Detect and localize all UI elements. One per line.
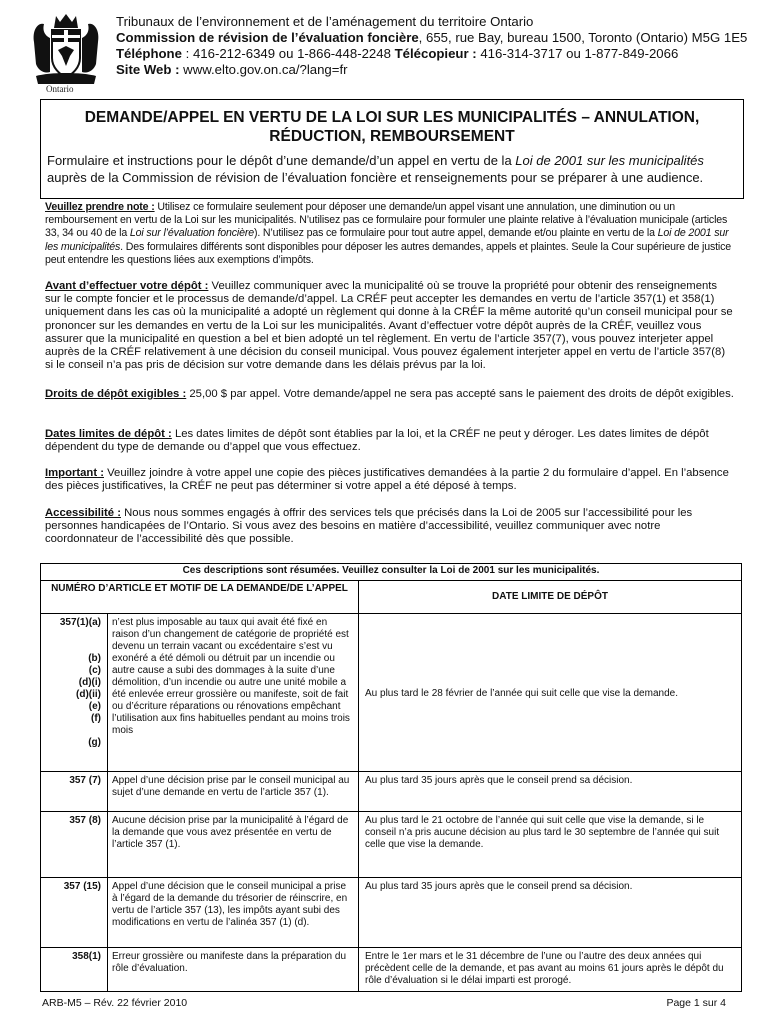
article-reason: Appel d’une décision prise par le conseil municipal au sujet d’une demande en vertu de l’article 357 (1). [108, 772, 359, 812]
page-number: Page 1 sur 4 [666, 997, 726, 1009]
article-number: 357 (15) [41, 878, 108, 948]
table-caption: Ces descriptions sont résumées. Veuillez consulter la Loi de 2001 sur les municipalités. [41, 564, 742, 581]
filing-deadline: Au plus tard le 28 février de l’année qui suit celle que vise la demande. [359, 614, 742, 772]
website: Site Web : www.elto.gov.on.ca/?lang=fr [116, 62, 348, 77]
filing-deadline: Au plus tard 35 jours après que le conseil prend sa décision. [359, 772, 742, 812]
contact-phones: Téléphone : 416-212-6349 ou 1-866-448-2248 Télécopieur : 416-314-3717 ou 1-877-849-2066 [116, 46, 679, 61]
article-number: 357 (7) [41, 772, 108, 812]
deadlines-paragraph: Dates limites de dépôt : Les dates limites de dépôt sont établies par la loi, et la CRÉF ne peut y déroger. Les dates limites de dépôt dépendent du type de demande ou d’appel que vous effectuez. [45, 428, 709, 454]
important-paragraph: Important : Veuillez joindre à votre appel une copie des pièces justificatives demandées à la partie 2 du formulaire d’appel. En l’absence des pièces justificatives, la CRÉF ne peut pas déterminer si votre appel a été déposé à temps. [45, 467, 729, 493]
table-row [41, 614, 742, 772]
before-filing-paragraph: Avant d’effectuer votre dépôt : Veuillez communiquer avec la municipalité où se trouve la propriété pour obtenir des renseignements sur le compte foncier et le processus de demande/d’appel. La CRÉF peut accepter les demandes en vertu de l’article 357(1) et 358(1) uniquement dans les cas où la municipalité a adopté un règlement qui donne à la CRÉF la même autorité qu’un conseil municipal pour se prononcer sur les demandes en vertu de la Loi sur les municipalités. Avant d’effectuer votre dépôt auprès de la CRÉF, veuillez vous assurer que la municipalité en question a bel et bien adopté un tel règlement. En vertu de l’article 357(7), vous pouvez interjeter appel auprès de la CRÉF relativement à une décision du conseil municipal. Vous pouvez également interjeter appel en vertu de l’article 357(8) si le conseil n’a pas pris de décision sur votre demande dans les délais prévus par la loi. [45, 280, 733, 372]
accessibility-paragraph: Accessibilité : Nous nous sommes engagés à offrir des services tels que précisés dans la Loi de 2005 sur l’accessibilité pour les personnes handicapées de l’Ontario. Si vous avez des besoins en matière d’accessibilité, veuillez communiquer avec notre coordonnateur de l’accessibilité dès que possible. [45, 507, 693, 546]
note-paragraph: Veuillez prendre note : Utilisez ce formulaire seulement pour déposer une demande/un appel visant une annulation, une diminution ou un remboursement en vertu de la Loi sur les municipalités. N’utilisez pas ce formulaire pour formuler une plainte relative à l’évaluation municipale (articles 33, 34 ou 40 de la Loi sur l’évaluation foncière). N’utilisez pas ce formulaire pour tout autre appel, demande et/ou plainte en vertu de la Loi de 2001 sur les municipalités. Des formulaires différents sont disponibles pour déposer les autres demandes, appels et plaintes. Seule la Cour supérieure de justice peut entendre les questions liées aux exemptions d’impôts. [45, 201, 732, 266]
table-row [41, 878, 742, 948]
filing-fee-paragraph: Droits de dépôt exigibles : 25,00 $ par appel. Votre demande/appel ne sera pas accepté sans le paiement des droits de dépôt exigibles. [45, 388, 734, 400]
article-reason: Appel d’une décision que le conseil municipal a prise à l’égard de la demande du trésorier de réinscrire, en vertu de l’article 357 (13), les impôts ayant subi des modifications en vertu de l’alinéa 357 (1) (d). [108, 878, 359, 948]
filing-deadline: Au plus tard le 21 octobre de l’année qui suit celle que vise la demande, si le conseil n’a pris aucune décision au plus tard le 30 septembre de l’année qui suit celle que vise la demande. [359, 812, 742, 878]
article-number: 357 (8) [41, 812, 108, 878]
tribunal-header [116, 14, 756, 78]
table-row [41, 812, 742, 878]
tribunal-name: Tribunaux de l’environnement et de l’aménagement du territoire Ontario [116, 14, 534, 29]
logo-wordmark: Ontario [46, 84, 74, 94]
table-row [41, 948, 742, 992]
form-revision: ARB-M5 – Rév. 22 février 2010 [42, 997, 188, 1009]
filing-deadline: Entre le 1er mars et le 31 décembre de l’une ou l’autre des deux années qui précèdent celle de la demande, et pas avant au moins 61 jours après le dépôt du rôle d’évaluation si le délai imparti est prorogé. [359, 948, 742, 992]
filing-deadline: Au plus tard 35 jours après que le conseil prend sa décision. [359, 878, 742, 948]
board-address: Commission de révision de l’évaluation foncière, 655, rue Bay, bureau 1500, Toronto (Ontario) M5G 1E5 [116, 30, 748, 45]
article-reason: Erreur grossière ou manifeste dans la préparation du rôle d’évaluation. [108, 948, 359, 992]
form-intro: Formulaire et instructions pour le dépôt d’une demande/d’un appel en vertu de la Loi de 2001 sur les municipalités auprès de la Commission de révision de l’évaluation foncière et renseignements pour se préparer à une audience. [47, 153, 704, 185]
article-number: 357(1)(a) (b) (c) (d)(i) (d)(ii) (e) (f) (g) [41, 614, 108, 772]
deadlines-table [40, 563, 742, 992]
table-header-article: NUMÉRO D’ARTICLE ET MOTIF DE LA DEMANDE/DE L’APPEL [41, 581, 359, 614]
article-reason: Aucune décision prise par la municipalité à l’égard de la demande que vous avez présentée en vertu de l’article 357 (1). [108, 812, 359, 878]
title-box [40, 99, 744, 199]
form-title: DEMANDE/APPEL EN VERTU DE LA LOI SUR LES MUNICIPALITÉS – ANNULATION, RÉDUCTION, REMBOURSEMENT [84, 109, 700, 145]
article-number: 358(1) [41, 948, 108, 992]
table-row [41, 772, 742, 812]
table-header-deadline: DATE LIMITE DE DÉPÔT [359, 581, 742, 614]
article-reason: n’est plus imposable au taux qui avait été fixé en raison d’un changement de catégorie de propriété est devenu un terrain vacant ou excédentaire s’est vu exonéré a été démoli ou détruit par un incendie ou autre cause a subi des dommages à la suite d’une démolition, d’un incendie ou autre une unité mobile a été enlevée erreur grossière ou manifeste, soit de fait ou d’écriture réparations ou rénovations empêchant l’utilisation aux fins habituelles pendant au moins trois mois [108, 614, 359, 772]
